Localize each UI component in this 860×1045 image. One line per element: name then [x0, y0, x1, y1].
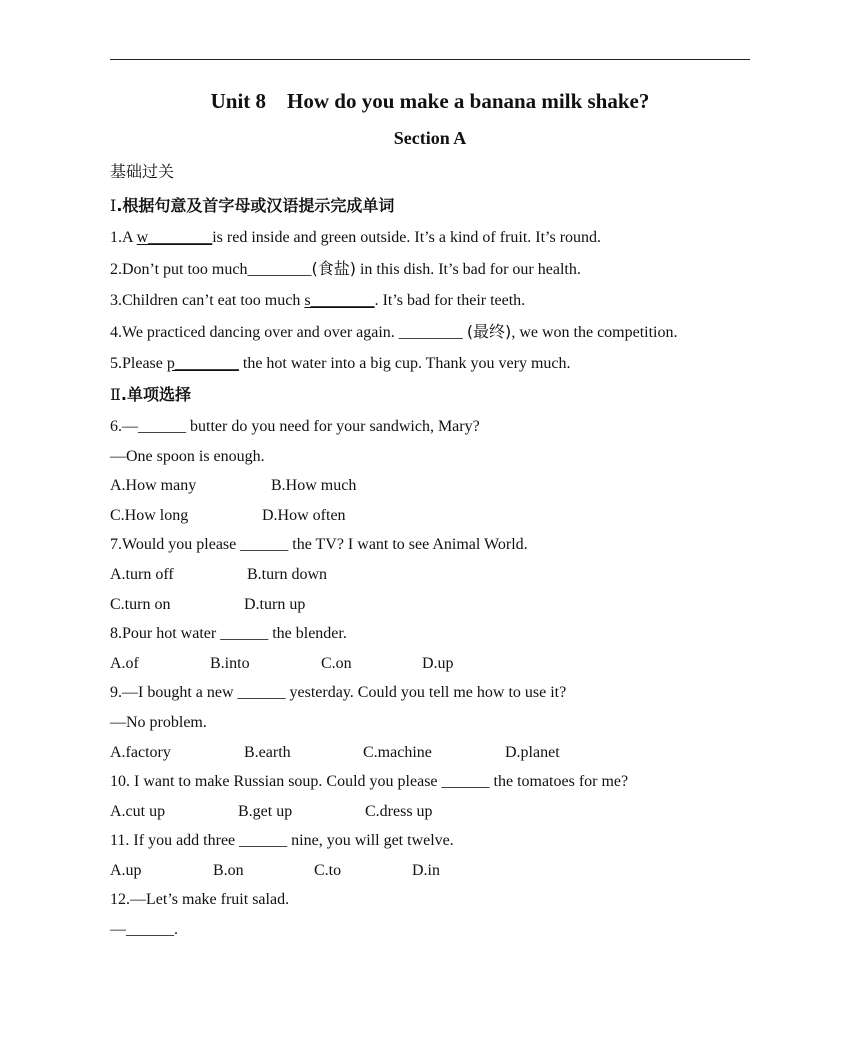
item-4-hint: (最终) [466, 322, 512, 341]
q10-option-b: B.get up [238, 803, 293, 820]
part1-heading-text: .根据句意及首字母或汉语提示完成单词 [116, 196, 395, 215]
q9-option-d: D.planet [505, 744, 560, 761]
q12-question: 12.—Let’s make fruit salad. [110, 891, 290, 908]
item-2-pre: 2.Don’t put too much [110, 261, 248, 278]
item-2 [110, 259, 581, 280]
item-5 [110, 354, 571, 374]
q7-option-c: C.turn on [110, 596, 171, 613]
item-3-pre: 3.Children can’t eat too much [110, 292, 305, 309]
item-2-hint: (食盐) [311, 259, 356, 278]
section-title: Section A [393, 128, 467, 148]
q11-option-c: C.to [314, 862, 342, 879]
section-label-basic: 基础过关 [110, 162, 175, 181]
item-4-pre: 4.We practiced dancing over and over again. ________ [110, 324, 467, 341]
page-title: Unit 8 How do you make a banana milk shake? [210, 89, 650, 113]
q7-option-a: A.turn off [110, 566, 174, 583]
q9-reply: —No problem. [110, 714, 207, 731]
q10-option-c: C.dress up [365, 803, 433, 820]
q11-option-d: D.in [412, 862, 440, 879]
q6-option-c: C.How long [110, 507, 189, 524]
header-rule [110, 59, 750, 60]
q9-option-c: C.machine [363, 744, 432, 761]
q9-option-a: A.factory [110, 744, 171, 761]
item-1-post: is red inside and green outside. It’s a kind of fruit. It’s round. [212, 229, 602, 246]
item-5-pre: 5.Please [110, 355, 167, 372]
item-1-blank: w________ [136, 229, 213, 246]
q9-question: 9.—I bought a new ______ yesterday. Could you tell me how to use it? [110, 684, 567, 701]
q8-option-b: B.into [210, 655, 250, 672]
part2-heading-num: Ⅱ [110, 387, 121, 404]
item-3 [110, 291, 525, 311]
q8-option-a: A.of [110, 655, 139, 672]
q6-option-d: D.How often [262, 507, 346, 524]
item-3-blank: s________ [304, 292, 375, 309]
q7-option-d: D.turn up [244, 596, 306, 613]
q8-question: 8.Pour hot water ______ the blender. [110, 625, 347, 642]
q12-reply: —______. [110, 921, 178, 938]
q6-question: 6.—______ butter do you need for your sandwich, Mary? [110, 418, 480, 435]
q9-option-b: B.earth [244, 744, 291, 761]
q10-question: 10. I want to make Russian soup. Could you please ______ the tomatoes for me? [110, 773, 629, 790]
item-4-post: , we won the competition. [511, 324, 678, 341]
part2-heading-text: .单项选择 [120, 385, 191, 404]
q6-option-b: B.How much [271, 477, 357, 494]
q8-option-c: C.on [321, 655, 352, 672]
item-3-post: . It’s bad for their teeth. [374, 292, 526, 309]
item-5-blank: p________ [166, 355, 239, 372]
q10-option-a: A.cut up [110, 803, 166, 820]
item-1-pre: 1.A [110, 229, 137, 246]
item-1 [110, 228, 601, 248]
q7-option-b: B.turn down [247, 566, 327, 583]
q11-question: 11. If you add three ______ nine, you will get twelve. [110, 832, 454, 849]
q6-option-a: A.How many [110, 477, 197, 494]
item-4 [110, 322, 678, 343]
item-5-post: the hot water into a big cup. Thank you very much. [238, 355, 571, 372]
item-2-blank: ________ [247, 261, 312, 278]
part1-heading-num: Ⅰ [110, 198, 117, 215]
q11-option-a: A.up [110, 862, 142, 879]
q6-reply: —One spoon is enough. [110, 448, 265, 465]
q8-option-d: D.up [422, 655, 454, 672]
part1-heading [110, 196, 394, 217]
item-2-post: in this dish. It’s bad for our health. [355, 261, 581, 278]
q11-option-b: B.on [213, 862, 244, 879]
q7-question: 7.Would you please ______ the TV? I want to see Animal World. [110, 536, 528, 553]
part2-heading [110, 385, 191, 406]
